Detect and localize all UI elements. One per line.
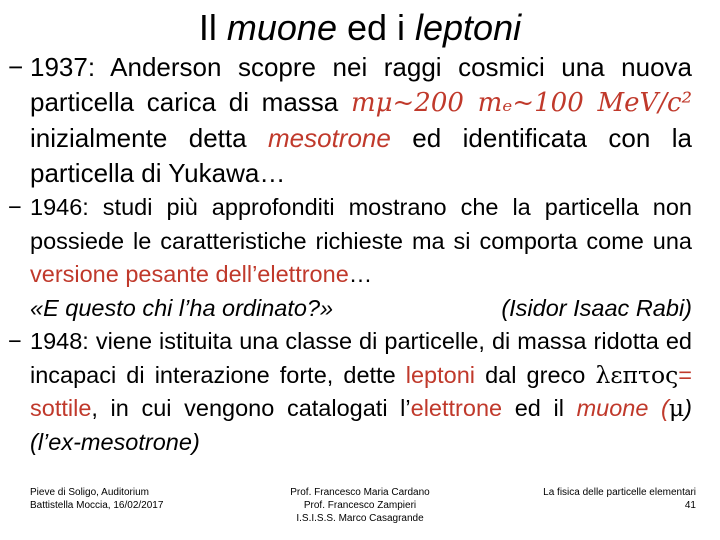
rabi-attribution: (Isidor Isaac Rabi)	[501, 294, 692, 321]
footer-course	[500, 486, 696, 512]
item3-text-a: 1948: viene istituita una classe di particelle, di massa ridotta ed incapaci di interazione forte, dette	[30, 328, 692, 388]
list-item-1948	[8, 325, 692, 459]
footer-authors	[270, 486, 450, 525]
list-item-1937	[8, 50, 692, 191]
footer-location	[30, 486, 210, 512]
item1-formula: mμ~200 mₑ~100 MeV/c²	[350, 88, 692, 118]
bullet-dash: −	[8, 328, 22, 354]
item3-text-c: dal greco	[475, 361, 596, 388]
title-muone: muone	[226, 7, 337, 48]
footer-location-line-2: Battistella Moccia, 16/02/2017	[30, 500, 164, 511]
item1-mesotrone: mesotrone	[268, 123, 391, 153]
item3-text-h: ed il	[502, 395, 577, 421]
item2-versione-pesante: versione pesante dell’elettrone	[30, 261, 349, 287]
item1-text-a: 1937: Anderson scopre nei raggi cosmici una nuova particella carica di massa	[30, 52, 692, 117]
item3-elettrone: elettrone	[410, 395, 503, 421]
item3-sottile: sottile	[30, 395, 92, 421]
title-part-3: ed i	[336, 7, 416, 48]
item3-muone: muone (	[576, 395, 669, 421]
item3-text-d: =	[678, 361, 692, 388]
item3-greek-word: λεπτος	[595, 360, 679, 389]
page-title	[0, 6, 720, 50]
page-number: 41	[684, 500, 696, 511]
item3-text-j: ) (l’ex-mesotrone)	[30, 395, 692, 455]
item3-leptoni: leptoni	[405, 361, 476, 388]
item3-mu-symbol: μ	[668, 394, 685, 422]
item3-text-f: , in cui vengono catalogati l’	[91, 395, 411, 421]
title-part-1: Il	[198, 7, 227, 48]
quote-line	[30, 292, 692, 326]
item1-text-b: inizialmente detta	[30, 123, 268, 153]
slide-content	[8, 50, 692, 459]
rabi-quote: «E questo chi l’ha ordinato?»	[30, 294, 334, 321]
item2-text-c: …	[348, 261, 373, 287]
footer-author-2: Prof. Francesco Zampieri	[303, 500, 417, 511]
bullet-dash: −	[8, 194, 22, 220]
list-item-1946	[8, 191, 692, 325]
footer-course-title: La fisica delle particelle elementari	[543, 487, 696, 498]
footer-author-1: Prof. Francesco Maria Cardano	[290, 487, 430, 498]
item1-text-d: ed identificata con la particella di Yukawa…	[30, 123, 692, 188]
footer-school: I.S.I.S.S. Marco Casagrande	[296, 513, 424, 524]
item2-text-a: 1946: studi più approfonditi mostrano che la particella non possiede le caratteristiche richieste ma si comporta come una	[30, 194, 692, 254]
title-leptoni: leptoni	[415, 7, 522, 48]
bullet-dash: −	[8, 52, 24, 82]
footer-location-line-1: Pieve di Soligo, Auditorium	[30, 487, 149, 498]
